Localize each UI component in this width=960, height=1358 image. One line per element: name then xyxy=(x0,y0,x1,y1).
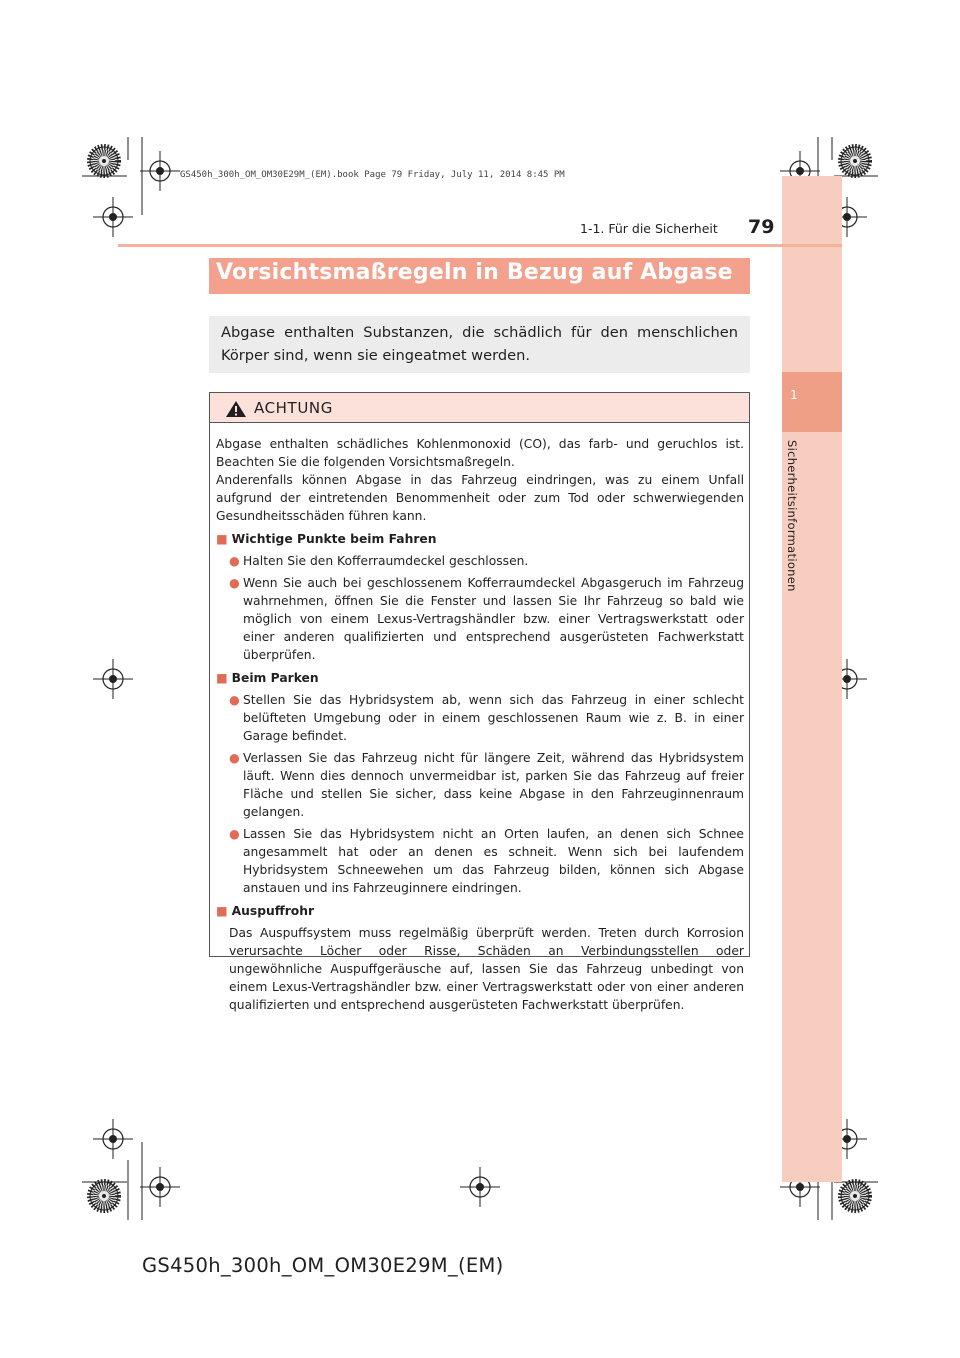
warning-paragraph: Abgase enthalten schädliches Kohlenmonoxid (CO), das farb- und geruchlos ist. Beachten Sie die folgenden Vorsichtsmaßregeln. xyxy=(216,437,744,469)
circle-bullet-icon: ● xyxy=(229,576,240,590)
section-heading: ■ Auspuffrohr xyxy=(216,904,315,918)
square-bullet-icon: ■ xyxy=(216,904,228,918)
square-bullet-icon: ■ xyxy=(216,671,228,685)
section-title: 1-1. Für die Sicherheit xyxy=(580,221,718,236)
bullet-item: ● Stellen Sie das Hybridsystem ab, wenn sich das Fahrzeug in einer schlecht belüfteten Umgebung oder in einem geschlossenen Raum wie z. B. in einer Garage befindet. xyxy=(229,693,744,743)
circle-bullet-icon: ● xyxy=(229,827,240,841)
warning-header xyxy=(210,393,749,423)
square-bullet-icon: ■ xyxy=(216,532,228,546)
intro-text: Abgase enthalten Substanzen, die schädlich für den menschlichen Körper sind, wenn sie eingeatmet werden. xyxy=(221,324,738,364)
bullet-item: ● Halten Sie den Kofferraumdeckel geschlossen. xyxy=(229,554,529,568)
bullet-item: ● Wenn Sie auch bei geschlossenem Kofferraumdeckel Abgasgeruch im Fahrzeug wahrnehmen, öffnen Sie die Fenster und lassen Sie Ihr Fahrzeug so bald wie möglich von einem Lexus-Vertragshändler bzw. einer Vertragswerkstatt oder einer anderen qualifizierten und entsprechend ausgerüsteten Fachwerkstatt überprüfen. xyxy=(229,576,744,662)
book-info-line: GS450h_300h_OM_OM30E29M_(EM).book Page 79 Friday, July 11, 2014 8:45 PM xyxy=(180,170,565,180)
circle-bullet-icon: ● xyxy=(229,554,240,568)
bullet-item: ● Lassen Sie das Hybridsystem nicht an Orten laufen, an denen sich Schnee angesammelt hat oder an denen es schneit. Wenn sich bei laufendem Hybridsystem Schneewehen um das Fahrzeug bilden, können sich Abgase anstauen und ins Fahrzeuginnere eindringen. xyxy=(229,827,744,895)
section-heading: ■ Beim Parken xyxy=(216,671,319,685)
warning-paragraph: Anderenfalls können Abgase in das Fahrzeug eindringen, was zu einem Unfall aufgrund der eintretenden Benommenheit oder zum Tod oder schwerwiegenden Gesundheitsschäden führen kann. xyxy=(216,473,744,523)
circle-bullet-icon: ● xyxy=(229,751,240,765)
intro-box xyxy=(209,316,750,373)
warning-box xyxy=(209,392,750,1012)
page-number: 79 xyxy=(748,216,775,238)
header-rule xyxy=(118,244,842,247)
chapter-number: 1 xyxy=(790,388,798,402)
chapter-side-tab xyxy=(782,176,842,1182)
chapter-label: Sicherheitsinformationen xyxy=(785,440,799,592)
warning-label: ACHTUNG xyxy=(254,399,333,417)
chapter-number-block xyxy=(782,372,842,432)
warning-triangle-icon xyxy=(225,400,247,418)
circle-bullet-icon: ● xyxy=(229,693,240,707)
section-text: Das Auspuffsystem muss regelmäßig überprüft werden. Treten durch Korrosion verursachte Löcher oder Risse, Schäden an Verbindungsstellen oder ungewöhnliche Auspuffgeräusche auf, lassen Sie das Fahrzeug unbedingt von einem Lexus-Vertragshändler bzw. einer Vertragswerkstatt oder von einer anderen qualifizierten und entsprechend ausgerüsteten Fachwerkstatt überprüfen. xyxy=(229,926,744,1012)
document-code-footer: GS450h_300h_OM_OM30E29M_(EM) xyxy=(142,1254,504,1277)
warning-body xyxy=(216,435,744,1014)
page-title: Vorsichtsmaßregeln in Bezug auf Abgase xyxy=(216,260,733,285)
bullet-item: ● Verlassen Sie das Fahrzeug nicht für längere Zeit, während das Hybridsystem läuft. Wenn dies dennoch unvermeidbar ist, parken Sie das Fahrzeug auf freier Fläche und stellen Sie sicher, dass keine Abgase in den Fahrzeuginnenraum gelangen. xyxy=(229,751,744,819)
section-heading: ■ Wichtige Punkte beim Fahren xyxy=(216,532,437,546)
